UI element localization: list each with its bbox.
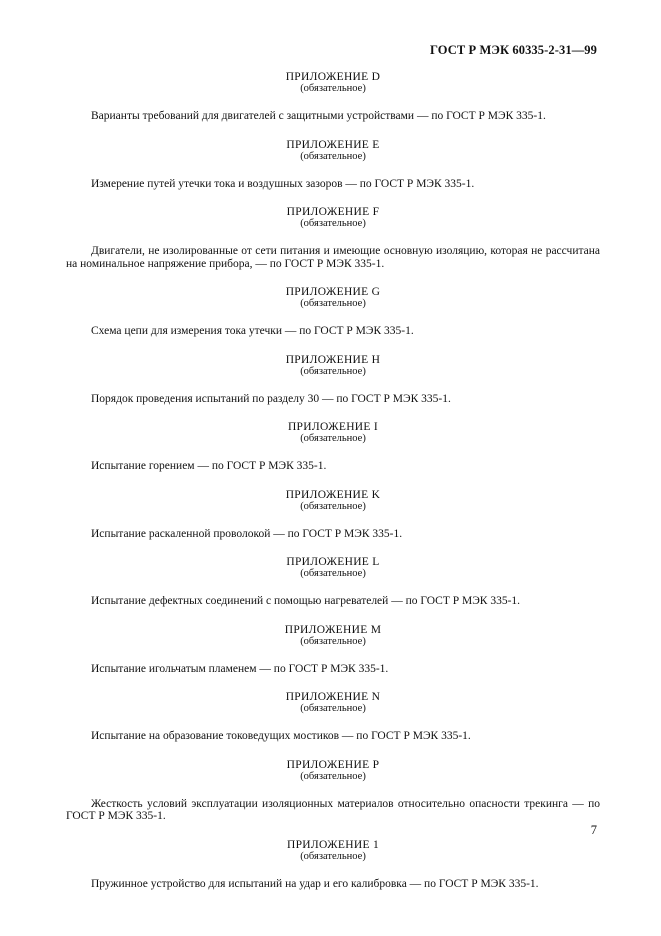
annex-status: (обязательное) — [300, 770, 366, 782]
annex-k — [66, 489, 600, 541]
document-header: ГОСТ Р МЭК 60335-2-31—99 — [430, 43, 597, 57]
annex-text: Измерение путей утечки тока и воздушных зазоров — по ГОСТ Р МЭК 335-1. — [91, 177, 475, 190]
annex-title: ПРИЛОЖЕНИЕ P — [286, 758, 380, 771]
annex-h — [66, 354, 600, 406]
annex-title: ПРИЛОЖЕНИЕ D — [285, 71, 381, 83]
annex-text: Испытание раскаленной проволокой — по ГОСТ Р МЭК 335-1. — [91, 527, 403, 540]
annex-title: ПРИЛОЖЕНИЕ L — [286, 556, 380, 568]
annex-title: ПРИЛОЖЕНИЕ G — [285, 286, 381, 298]
annex-text: Жесткость условий эксплуатации изоляционных материалов относительно опасности трекинга — по ГОСТ Р МЭК 335-1. — [66, 797, 600, 822]
annex-status: (обязательное) — [300, 218, 366, 229]
annex-status: (обязательное) — [300, 568, 366, 579]
annex-e — [66, 139, 600, 191]
annex-i — [66, 421, 600, 473]
annex-text: Испытание на образование токоведущих мостиков — по ГОСТ Р МЭК 335-1. — [91, 730, 471, 742]
annex-title: ПРИЛОЖЕНИЕ N — [285, 691, 381, 703]
annex-text: Порядок проведения испытаний по разделу 30 — по ГОСТ Р МЭК 335-1. — [91, 392, 451, 405]
annex-title: ПРИЛОЖЕНИЕ F — [286, 206, 380, 218]
annex-title: ПРИЛОЖЕНИЕ K — [285, 488, 381, 501]
annex-1 — [66, 839, 600, 891]
annex-status: (обязательное) — [300, 83, 366, 94]
annex-d — [66, 71, 600, 123]
annex-status: (обязательное) — [300, 850, 366, 862]
annex-text: Схема цепи для измерения тока утечки — по ГОСТ Р МЭК 335-1. — [91, 325, 414, 337]
annex-title: ПРИЛОЖЕНИЕ M — [284, 623, 382, 636]
annex-status: (обязательное) — [300, 500, 366, 512]
annex-text: Испытание игольчатым пламенем — по ГОСТ Р МЭК 335-1. — [91, 662, 389, 675]
annex-title: ПРИЛОЖЕНИЕ 1 — [286, 838, 379, 851]
annex-title: ПРИЛОЖЕНИЕ H — [285, 353, 381, 366]
annex-l — [66, 556, 600, 608]
annex-title: ПРИЛОЖЕНИЕ I — [287, 421, 379, 433]
annex-text: Двигатели, не изолированные от сети питания и имеющие основную изоляцию, которая не рассчитана на номинальное напряжение прибора, — по ГОСТ Р МЭК 335-1. — [66, 245, 600, 270]
annex-status: (обязательное) — [300, 298, 366, 309]
annex-text: Испытание горением — по ГОСТ Р МЭК 335-1. — [91, 460, 327, 472]
annex-status: (обязательное) — [300, 703, 366, 714]
annex-status: (обязательное) — [300, 635, 366, 647]
annex-status: (обязательное) — [300, 150, 366, 162]
annex-text: Испытание дефектных соединений с помощью нагревателей — по ГОСТ Р МЭК 335-1. — [91, 595, 521, 607]
annex-g — [66, 286, 600, 338]
page-number: 7 — [590, 823, 597, 837]
annex-text: Пружинное устройство для испытаний на удар и его калибровка — по ГОСТ Р МЭК 335-1. — [91, 877, 539, 890]
annex-status: (обязательное) — [300, 365, 366, 377]
annex-title: ПРИЛОЖЕНИЕ E — [286, 138, 380, 151]
page-content — [66, 71, 600, 906]
annex-p — [66, 759, 600, 823]
annex-status: (обязательное) — [300, 433, 366, 444]
annex-f — [66, 206, 600, 270]
annex-m — [66, 624, 600, 676]
annex-n — [66, 691, 600, 743]
annex-text: Варианты требований для двигателей с защитными устройствами — по ГОСТ Р МЭК 335-1. — [91, 110, 546, 122]
